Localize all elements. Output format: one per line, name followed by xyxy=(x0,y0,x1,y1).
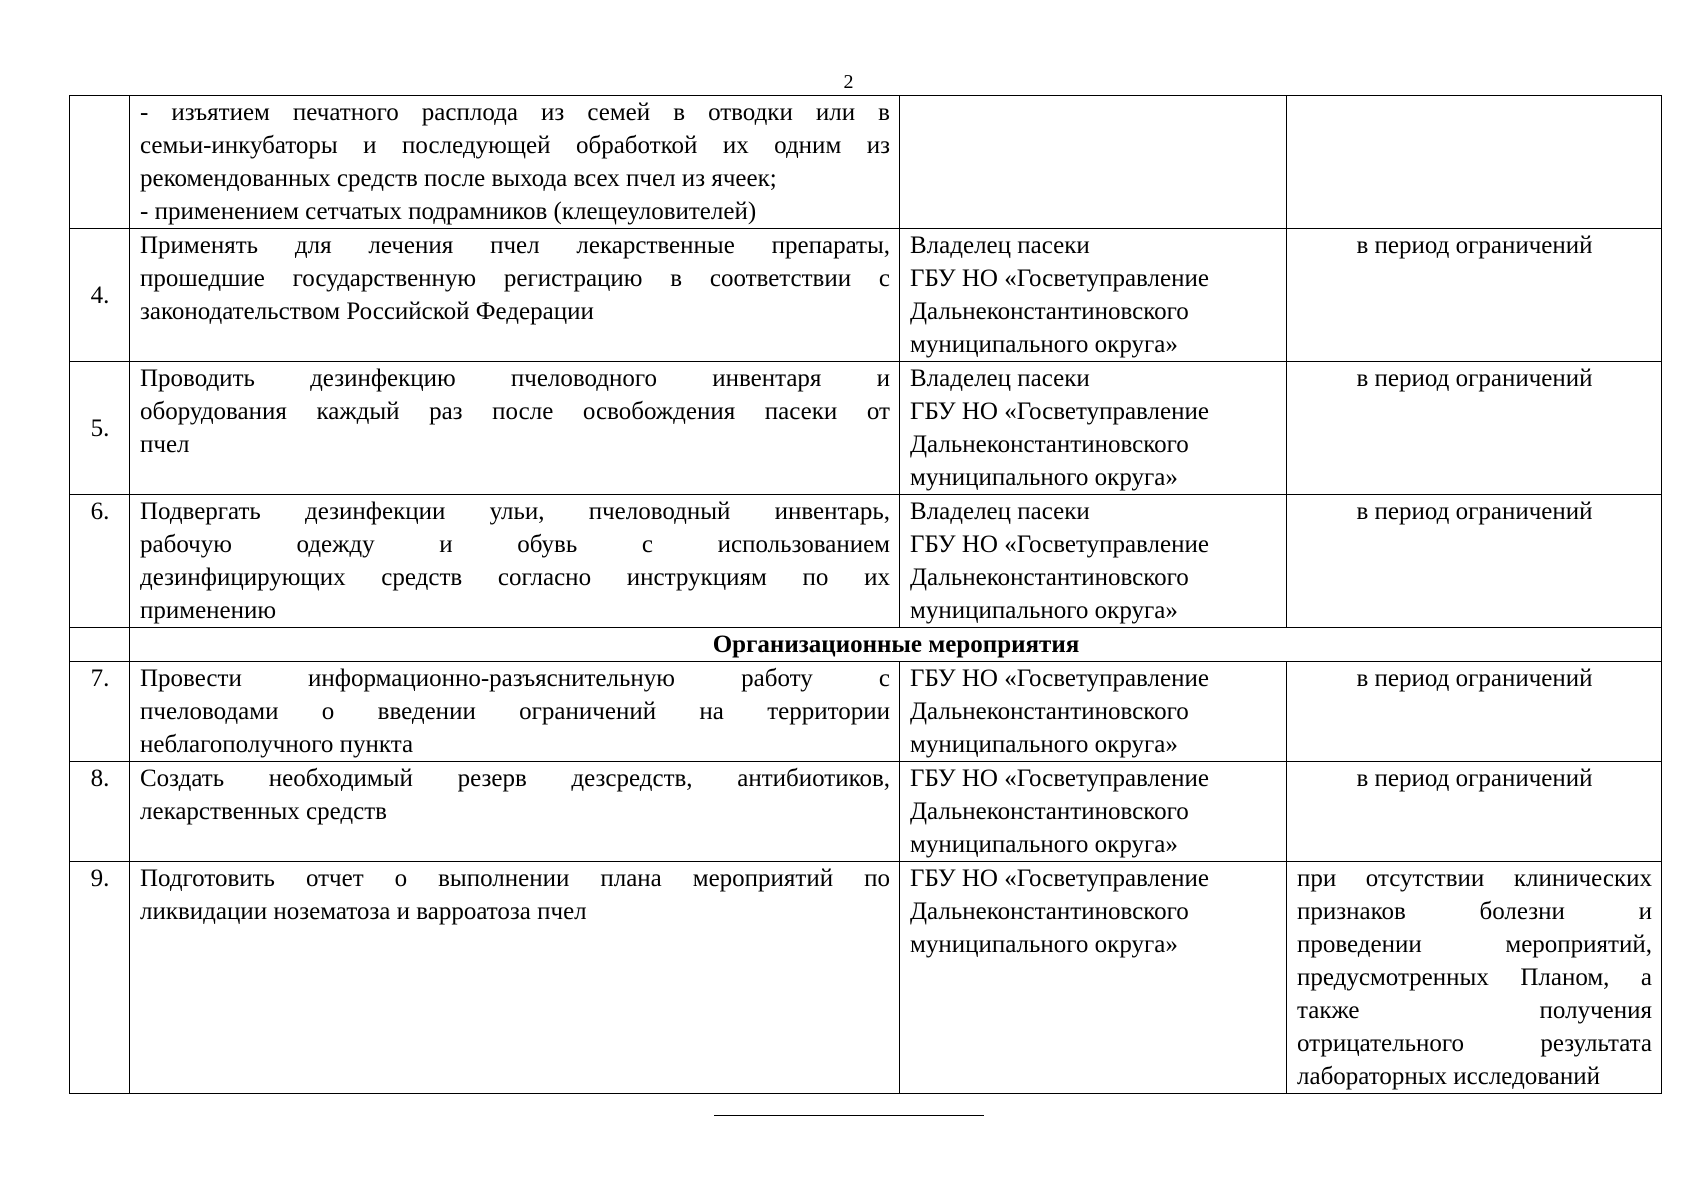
section-title: Организационные мероприятия xyxy=(130,628,1662,662)
measure-line: Создать необходимый резерв дезсредств, антибиотиков, xyxy=(140,765,890,792)
measure-line: пчеловодами о введении ограничений на территории xyxy=(140,698,890,725)
term-cell: в период ограничений xyxy=(1287,762,1662,862)
responsible-cell xyxy=(900,362,1287,495)
row-number: 6. xyxy=(70,495,130,628)
measure-line: дезинфицирующих средств согласно инструкциям по их xyxy=(140,564,890,591)
responsible-line: Дальнеконстантиновского xyxy=(910,898,1189,925)
term-line: также получения xyxy=(1297,997,1652,1024)
table-row xyxy=(70,862,1662,1094)
responsible-line: Владелец пасеки xyxy=(910,365,1090,392)
section-row xyxy=(70,628,1662,662)
measure-line: Проводить дезинфекцию пчеловодного инвентаря и xyxy=(140,365,890,392)
measure-cell xyxy=(130,495,900,628)
responsible-cell xyxy=(900,96,1287,229)
table-row xyxy=(70,362,1662,495)
term-cell: в период ограничений xyxy=(1287,495,1662,628)
responsible-cell xyxy=(900,662,1287,762)
term-cell xyxy=(1287,862,1662,1094)
responsible-line: муниципального округа» xyxy=(910,331,1178,358)
measure-line: - применением сетчатых подрамников (клещеуловителей) xyxy=(140,198,757,225)
term-line: отрицательного результата xyxy=(1297,1030,1652,1057)
measure-line: Подвергать дезинфекции ульи, пчеловодный инвентарь, xyxy=(140,498,890,525)
measure-line: применению xyxy=(140,597,277,624)
table-row xyxy=(70,495,1662,628)
measure-line: оборудования каждый раз после освобождения пасеки от xyxy=(140,398,890,425)
measure-line: - изъятием печатного расплода из семей в отводки или в xyxy=(140,99,890,126)
term-cell: в период ограничений xyxy=(1287,662,1662,762)
measure-line: Провести информационно-разъяснительную работу с xyxy=(140,665,890,692)
term-cell: в период ограничений xyxy=(1287,362,1662,495)
measure-cell xyxy=(130,362,900,495)
table-row xyxy=(70,96,1662,229)
responsible-line: ГБУ НО «Госветуправление xyxy=(910,765,1209,792)
measure-cell xyxy=(130,862,900,1094)
term-line: проведении мероприятий, xyxy=(1297,931,1652,958)
row-number: 7. xyxy=(70,662,130,762)
responsible-line: Владелец пасеки xyxy=(910,232,1090,259)
term-line: предусмотренных Планом, а xyxy=(1297,964,1652,991)
responsible-cell xyxy=(900,229,1287,362)
responsible-line: Владелец пасеки xyxy=(910,498,1090,525)
responsible-line: муниципального округа» xyxy=(910,731,1178,758)
measure-line: Применять для лечения пчел лекарственные препараты, xyxy=(140,232,890,259)
measure-line: Подготовить отчет о выполнении плана мероприятий по xyxy=(140,865,890,892)
responsible-line: ГБУ НО «Госветуправление xyxy=(910,865,1209,892)
measure-line: прошедшие государственную регистрацию в соответствии с xyxy=(140,265,890,292)
responsible-line: муниципального округа» xyxy=(910,831,1178,858)
measures-table xyxy=(69,95,1662,1094)
responsible-line: ГБУ НО «Госветуправление xyxy=(910,265,1209,292)
responsible-line: ГБУ НО «Госветуправление xyxy=(910,665,1209,692)
responsible-line: Дальнеконстантиновского xyxy=(910,698,1189,725)
term-line: признаков болезни и xyxy=(1297,898,1652,925)
measure-line: законодательством Российской Федерации xyxy=(140,298,594,325)
responsible-line: муниципального округа» xyxy=(910,464,1178,491)
measure-cell xyxy=(130,96,900,229)
measure-line: семьи-инкубаторы и последующей обработкой их одним из xyxy=(140,132,890,159)
measure-line: рекомендованных средств после выхода всех пчел из ячеек; xyxy=(140,165,777,192)
table-row xyxy=(70,762,1662,862)
row-number: 5. xyxy=(70,362,130,495)
measure-cell xyxy=(130,662,900,762)
measure-line: рабочую одежду и обувь с использованием xyxy=(140,531,890,558)
table-row xyxy=(70,229,1662,362)
row-number: 8. xyxy=(70,762,130,862)
row-number-cell xyxy=(70,628,130,662)
measure-line: пчел xyxy=(140,431,190,458)
responsible-cell xyxy=(900,762,1287,862)
measure-line: ликвидации нозематоза и варроатоза пчел xyxy=(140,898,587,925)
responsible-line: муниципального округа» xyxy=(910,597,1178,624)
measure-line: лекарственных средств xyxy=(140,798,387,825)
responsible-line: Дальнеконстантиновского xyxy=(910,564,1189,591)
footer-rule xyxy=(714,1115,984,1116)
page-number: 2 xyxy=(843,71,854,93)
term-cell: в период ограничений xyxy=(1287,229,1662,362)
row-number: 4. xyxy=(70,229,130,362)
responsible-line: Дальнеконстантиновского xyxy=(910,798,1189,825)
responsible-line: Дальнеконстантиновского xyxy=(910,298,1189,325)
measure-cell xyxy=(130,229,900,362)
table-row xyxy=(70,662,1662,762)
responsible-line: Дальнеконстантиновского xyxy=(910,431,1189,458)
responsible-cell xyxy=(900,495,1287,628)
row-number-cell xyxy=(70,96,130,229)
responsible-cell xyxy=(900,862,1287,1094)
measure-cell xyxy=(130,762,900,862)
responsible-line: ГБУ НО «Госветуправление xyxy=(910,398,1209,425)
responsible-line: муниципального округа» xyxy=(910,931,1178,958)
term-line: лабораторных исследований xyxy=(1297,1063,1601,1090)
term-cell xyxy=(1287,96,1662,229)
row-number: 9. xyxy=(70,862,130,1094)
responsible-line: ГБУ НО «Госветуправление xyxy=(910,531,1209,558)
term-line: при отсутствии клинических xyxy=(1297,865,1652,892)
measure-line: неблагополучного пункта xyxy=(140,731,414,758)
